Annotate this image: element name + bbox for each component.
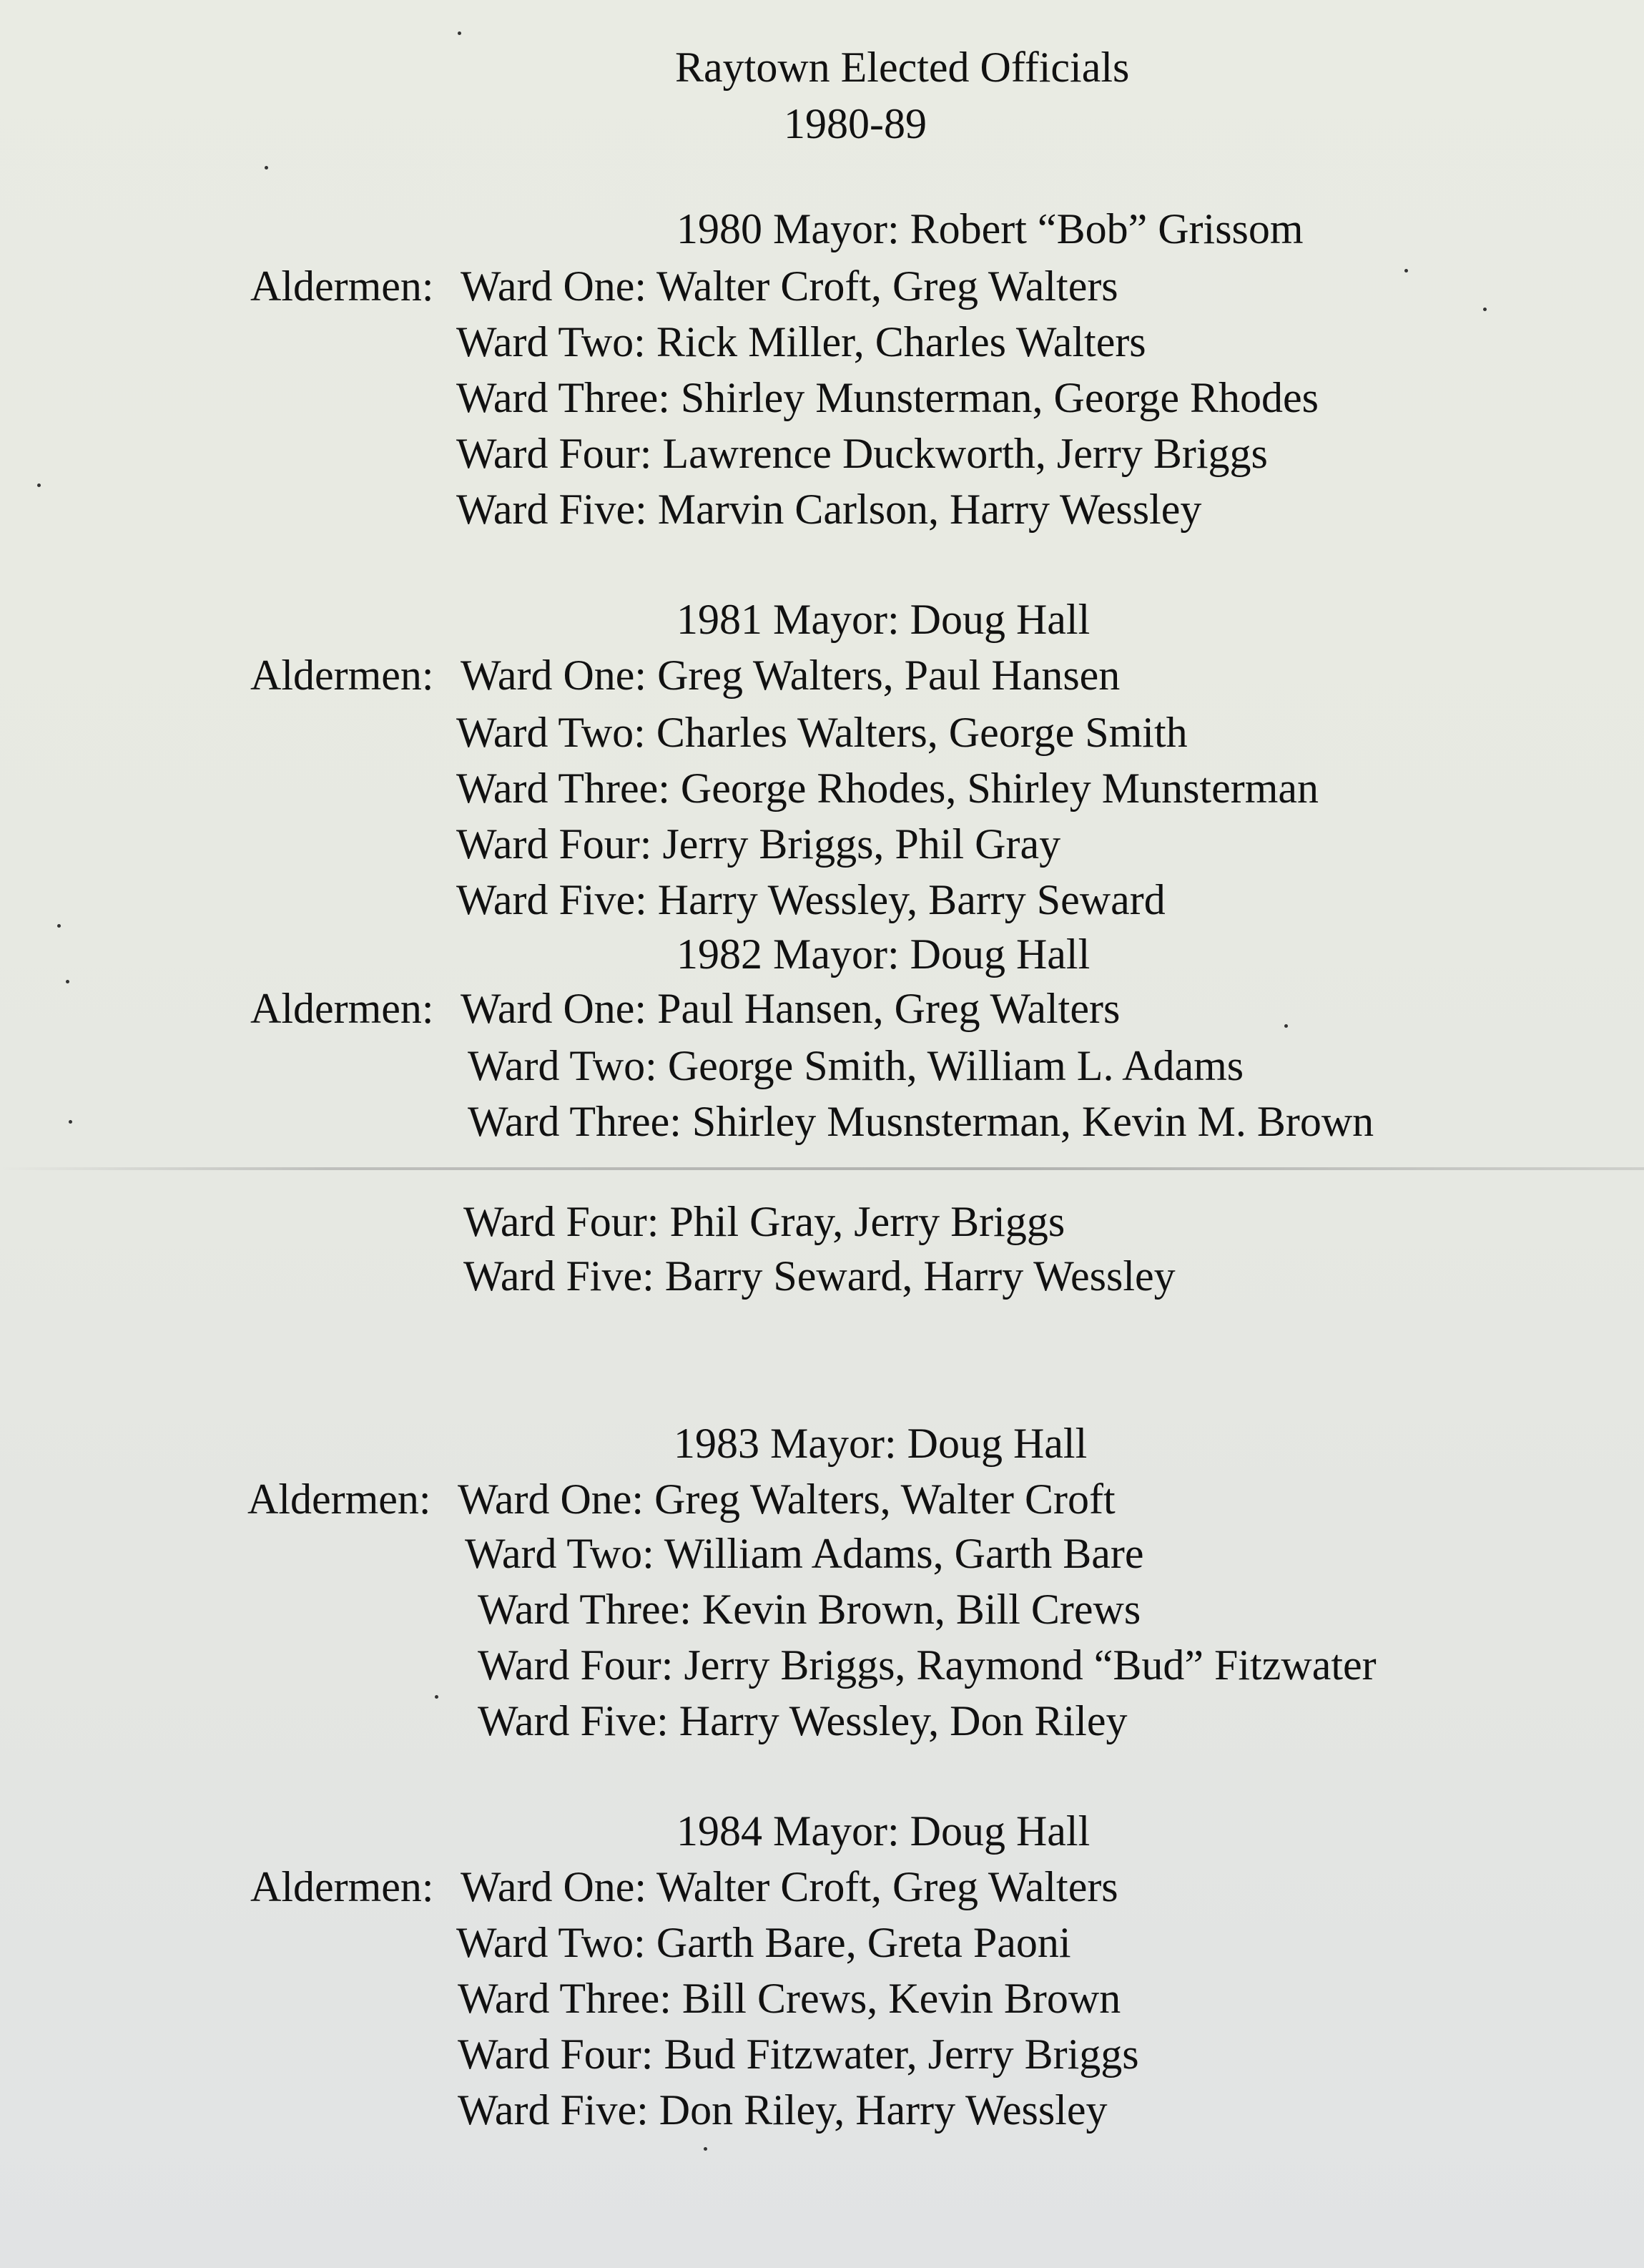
ward-one-1983: Ward One: Greg Walters, Walter Croft bbox=[458, 1476, 1116, 1523]
paper-speck bbox=[66, 980, 69, 983]
ward-two-1982: Ward Two: George Smith, William L. Adams bbox=[468, 1042, 1244, 1089]
document-date-range: 1980-89 bbox=[784, 100, 927, 147]
ward-one-1982: Ward One: Paul Hansen, Greg Walters bbox=[461, 985, 1121, 1032]
mayor-1984: 1984 Mayor: Doug Hall bbox=[676, 1807, 1091, 1855]
paper-speck bbox=[458, 31, 461, 35]
ward-five-1982: Ward Five: Barry Seward, Harry Wessley bbox=[463, 1252, 1176, 1300]
ward-two-1983: Ward Two: William Adams, Garth Bare bbox=[465, 1530, 1144, 1577]
document-title: Raytown Elected Officials bbox=[675, 44, 1130, 91]
ward-three-1981: Ward Three: George Rhodes, Shirley Munsterman bbox=[456, 765, 1319, 812]
aldermen-label-1983: Aldermen: bbox=[247, 1476, 431, 1523]
ward-five-1983: Ward Five: Harry Wessley, Don Riley bbox=[478, 1697, 1128, 1744]
ward-four-1983: Ward Four: Jerry Briggs, Raymond “Bud” Fitzwater bbox=[478, 1641, 1377, 1689]
ward-one-1984: Ward One: Walter Croft, Greg Walters bbox=[461, 1863, 1118, 1910]
ward-two-1984: Ward Two: Garth Bare, Greta Paoni bbox=[456, 1919, 1071, 1966]
paper-speck bbox=[69, 1120, 72, 1124]
ward-four-1981: Ward Four: Jerry Briggs, Phil Gray bbox=[456, 820, 1061, 868]
ward-four-1984: Ward Four: Bud Fitzwater, Jerry Briggs bbox=[458, 2031, 1139, 2078]
mayor-1982: 1982 Mayor: Doug Hall bbox=[676, 931, 1091, 978]
ward-four-1980: Ward Four: Lawrence Duckworth, Jerry Briggs bbox=[456, 430, 1268, 477]
ward-four-1982: Ward Four: Phil Gray, Jerry Briggs bbox=[463, 1198, 1065, 1245]
paper-speck bbox=[1404, 269, 1408, 273]
ward-one-1980: Ward One: Walter Croft, Greg Walters bbox=[461, 262, 1118, 310]
paper-speck bbox=[1284, 1024, 1288, 1028]
ward-three-1982: Ward Three: Shirley Musnsterman, Kevin M. Brown bbox=[468, 1098, 1374, 1145]
aldermen-label-1980: Aldermen: bbox=[250, 262, 434, 310]
ward-five-1980: Ward Five: Marvin Carlson, Harry Wessley bbox=[456, 486, 1202, 533]
paper-speck bbox=[704, 2147, 707, 2151]
ward-one-1981: Ward One: Greg Walters, Paul Hansen bbox=[461, 652, 1121, 699]
ward-two-1980: Ward Two: Rick Miller, Charles Walters bbox=[456, 318, 1146, 365]
ward-three-1983: Ward Three: Kevin Brown, Bill Crews bbox=[478, 1586, 1141, 1633]
mayor-1980: 1980 Mayor: Robert “Bob” Grissom bbox=[676, 205, 1304, 252]
paper-speck bbox=[57, 924, 61, 928]
ward-three-1980: Ward Three: Shirley Munsterman, George Rhodes bbox=[456, 374, 1319, 421]
aldermen-label-1981: Aldermen: bbox=[250, 652, 434, 699]
ward-five-1981: Ward Five: Harry Wessley, Barry Seward bbox=[456, 876, 1166, 923]
aldermen-label-1982: Aldermen: bbox=[250, 985, 434, 1032]
ward-five-1984: Ward Five: Don Riley, Harry Wessley bbox=[458, 2086, 1108, 2134]
ward-two-1981: Ward Two: Charles Walters, George Smith bbox=[456, 709, 1188, 756]
paper-speck bbox=[265, 166, 268, 170]
paper-speck bbox=[1483, 308, 1487, 311]
ward-three-1984: Ward Three: Bill Crews, Kevin Brown bbox=[458, 1975, 1121, 2022]
paper-fold-line bbox=[0, 1167, 1644, 1170]
mayor-1983: 1983 Mayor: Doug Hall bbox=[674, 1420, 1088, 1467]
mayor-1981: 1981 Mayor: Doug Hall bbox=[676, 596, 1091, 643]
paper-speck bbox=[37, 483, 41, 487]
paper-speck bbox=[435, 1695, 438, 1699]
aldermen-label-1984: Aldermen: bbox=[250, 1863, 434, 1910]
